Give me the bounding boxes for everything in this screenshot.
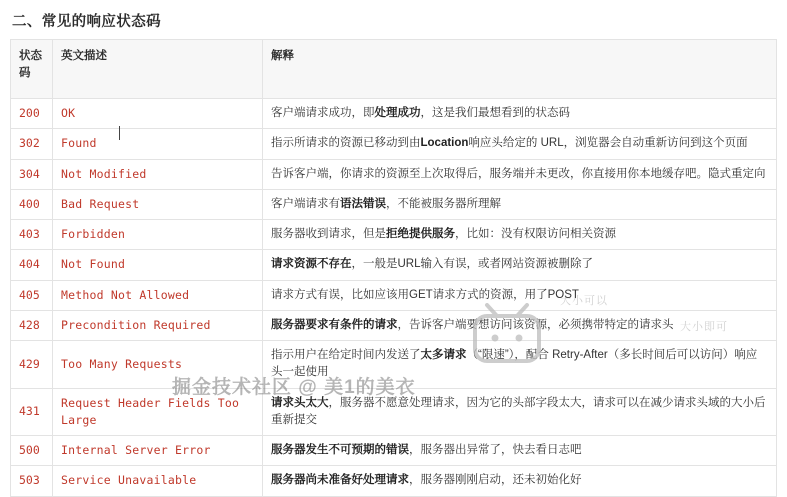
column-header-code: 状态码 — [11, 40, 53, 99]
table-row — [11, 250, 777, 280]
table-header-row — [11, 40, 777, 99]
status-explanation-cell: 指示所请求的资源已移动到由Location响应头给定的 URL，浏览器会自动重新访问到这个页面 — [263, 129, 777, 159]
status-code-cell: 503 — [11, 466, 53, 496]
status-english-cell: Service Unavailable — [53, 466, 263, 496]
table-row — [11, 466, 777, 496]
table-row — [11, 436, 777, 466]
table-row — [11, 129, 777, 159]
status-english-cell: Internal Server Error — [53, 436, 263, 466]
status-english-cell: Found — [53, 129, 263, 159]
status-english-cell: Method Not Allowed — [53, 280, 263, 310]
status-code-cell: 429 — [11, 341, 53, 389]
status-explanation-cell: 请求头太大，服务器不愿意处理请求，因为它的头部字段太大，请求可以在减少请求头域的大小后重新提交 — [263, 388, 777, 436]
table-row — [11, 220, 777, 250]
status-explanation-cell: 服务器尚未准备好处理请求，服务器刚刚启动，还未初始化好 — [263, 466, 777, 496]
watermark-main: 掘金技术社区 @ 美1的美衣 — [172, 377, 416, 398]
status-english-cell: Too Many Requests — [53, 341, 263, 389]
watermark-faint-right: 大小即可 — [680, 321, 728, 333]
status-code-cell: 200 — [11, 99, 53, 129]
status-explanation-cell: 服务器要求有条件的请求，告诉客户端要想访问该资源，必须携带特定的请求头 — [263, 310, 777, 340]
column-header-explanation: 解释 — [263, 40, 777, 99]
status-english-cell: Forbidden — [53, 220, 263, 250]
status-code-cell: 405 — [11, 280, 53, 310]
status-explanation-cell: 指示用户在给定时间内发送了太多请求（“限速”），配合 Retry-After（多长时间后可以访问）响应头一起使用 — [263, 341, 777, 389]
text-cursor — [119, 126, 120, 140]
status-explanation-cell: 请求资源不存在，一般是URL输入有误，或者网站资源被删除了 — [263, 250, 777, 280]
status-code-cell: 302 — [11, 129, 53, 159]
status-english-cell: Not Found — [53, 250, 263, 280]
table-row — [11, 388, 777, 436]
status-explanation-cell: 服务器发生不可预期的错误，服务器出异常了，快去看日志吧 — [263, 436, 777, 466]
status-english-cell: Not Modified — [53, 159, 263, 189]
status-code-cell: 400 — [11, 189, 53, 219]
status-explanation-cell: 请求方式有误，比如应该用GET请求方式的资源，用了POST — [263, 280, 777, 310]
watermark-faint-left: 大小可以 — [560, 295, 608, 307]
status-english-cell: OK — [53, 99, 263, 129]
table-body — [11, 99, 777, 497]
status-explanation-cell: 客户端请求成功，即处理成功，这是我们最想看到的状态码 — [263, 99, 777, 129]
table-row — [11, 189, 777, 219]
status-english-cell: Request Header Fields Too Large — [53, 388, 263, 436]
status-code-cell: 500 — [11, 436, 53, 466]
table-row — [11, 310, 777, 340]
table-row — [11, 341, 777, 389]
status-code-cell: 428 — [11, 310, 53, 340]
status-code-cell: 304 — [11, 159, 53, 189]
table-row — [11, 99, 777, 129]
status-explanation-cell: 服务器收到请求，但是拒绝提供服务，比如：没有权限访问相关资源 — [263, 220, 777, 250]
status-code-cell: 403 — [11, 220, 53, 250]
status-code-cell: 404 — [11, 250, 53, 280]
status-explanation-cell: 告诉客户端，你请求的资源至上次取得后，服务端并未更改，你直接用你本地缓存吧。隐式重定向 — [263, 159, 777, 189]
table-row — [11, 159, 777, 189]
status-explanation-cell: 客户端请求有语法错误，不能被服务器所理解 — [263, 189, 777, 219]
status-code-table — [10, 39, 777, 497]
status-english-cell: Bad Request — [53, 189, 263, 219]
status-english-cell: Precondition Required — [53, 310, 263, 340]
status-code-cell: 431 — [11, 388, 53, 436]
table-row — [11, 280, 777, 310]
table-header — [11, 40, 777, 99]
column-header-english: 英文描述 — [53, 40, 263, 99]
page-title: 二、常见的响应状态码 — [12, 14, 161, 30]
